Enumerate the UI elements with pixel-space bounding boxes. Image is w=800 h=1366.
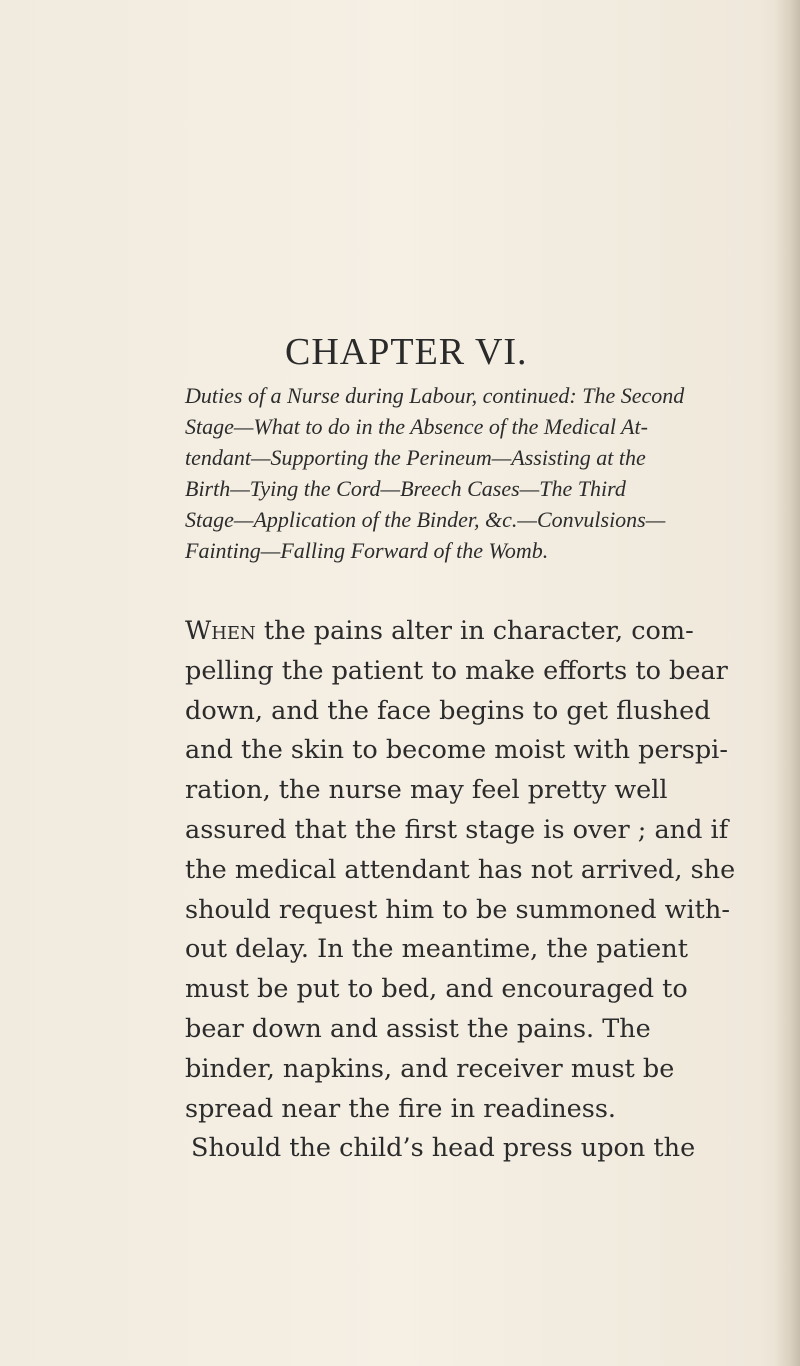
body-line: assured that the first stage is over ; and if [185,814,729,845]
summary-line: tendant—Supporting the Perineum—Assisting at the [185,445,646,470]
page-edge-shadow [774,0,800,1366]
summary-line: Stage—Application of the Binder, &c.—Convulsions— [185,507,666,532]
lead-word: When [185,616,256,646]
body-line: bear down and assist the pains. The [185,1013,651,1044]
body-paragraph [185,612,755,1169]
body-line: spread near the fire in readiness. [185,1093,617,1124]
body-line: must be put to bed, and encouraged to [185,974,688,1005]
body-line: down, and the face begins to get flushed [185,695,711,726]
body-line: the medical attendant has not arrived, she [185,854,736,885]
chapter-summary [185,380,740,566]
body-line: out delay. In the meantime, the patient [185,934,688,965]
chapter-heading: CHAPTER VI. [285,331,528,373]
first-line-rest: the pains alter in character, com- [255,616,694,646]
body-line: should request him to be summoned with- [185,894,730,925]
summary-line: Birth—Tying the Cord—Breech Cases—The Third [185,476,626,501]
body-line: Should the child’s head press upon the [191,1133,696,1164]
body-line: and the skin to become moist with perspi- [185,735,728,766]
summary-line: Fainting—Falling Forward of the Womb. [185,538,549,563]
body-line: ration, the nurse may feel pretty well [185,775,668,806]
body-line: binder, napkins, and receiver must be [185,1053,675,1084]
summary-line: Duties of a Nurse during Labour, continued: The Second [185,383,685,408]
summary-line: Stage—What to do in the Absence of the Medical At- [185,414,648,439]
body-line-first [185,612,755,652]
body-line: pelling the patient to make efforts to bear [185,655,728,686]
